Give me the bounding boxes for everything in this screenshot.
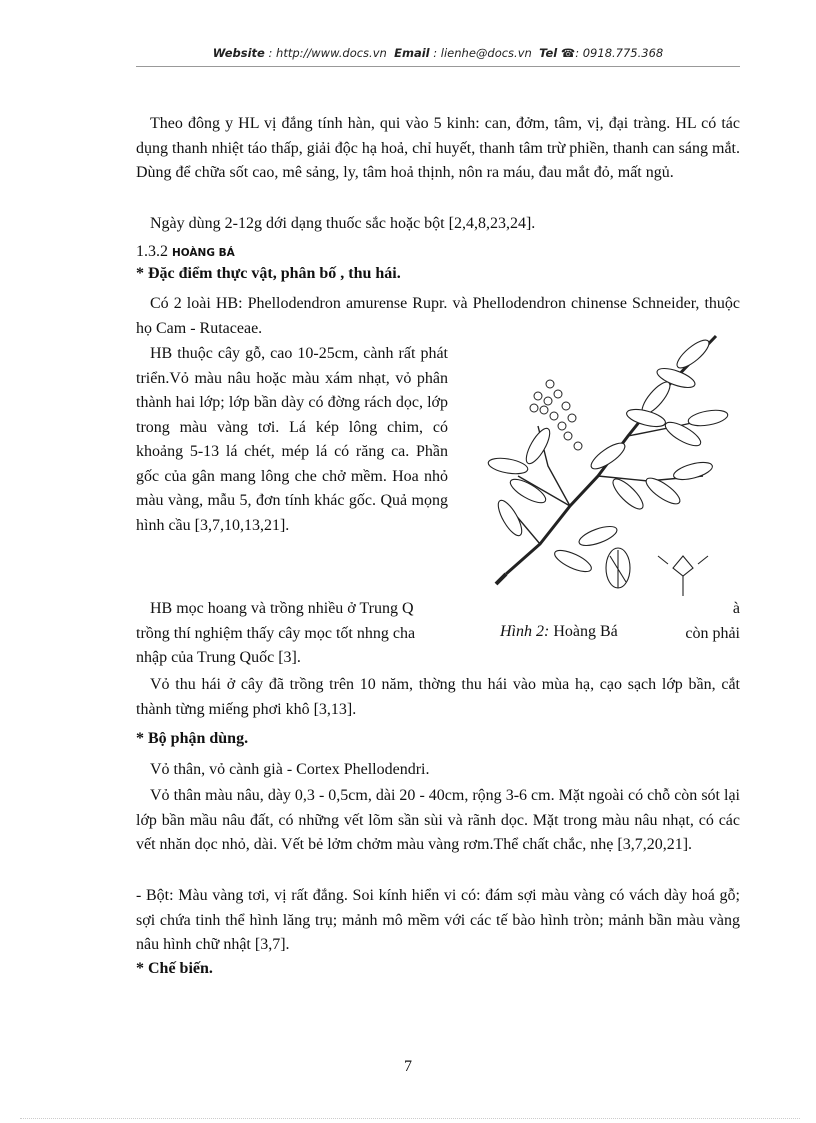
header-tel-label: Tel — [539, 46, 558, 60]
header-divider — [136, 66, 740, 67]
header-tel-value: ☎: 0918.775.368 — [560, 46, 664, 60]
figure-caption — [500, 623, 618, 641]
paragraph-8: Vỏ thân màu nâu, dày 0,3 - 0,5cm, dài 20 - 40cm, rộng 3-6 cm. Mặt ngoài có chỗ còn sót lại lớp bần mầu nâu đất, có những vết lõm sần sùi và rãnh dọc. Mặt trong màu nâu nhạt, có các vết nhăn dọc nhỏ, dài. Vết bẻ lởm chởm màu vàng rơm.Thể chất chắc, nhẹ [3,7,20,21]. — [136, 787, 740, 853]
plant-illustration — [478, 306, 740, 606]
heading-processing: * Chế biến. — [136, 960, 213, 977]
figure-caption-text: Hoàng Bá — [553, 623, 618, 640]
paragraph-5-line-1-end: à — [732, 600, 740, 617]
paragraph-4: HB thuộc cây gỗ, cao 10-25cm, cành rất phát triển.Vỏ màu nâu hoặc màu xám nhạt, vỏ phân thành hai lớp; lớp bần dày có đờng rách dọc, lớp trong màu vàng tơi. Lá kép lông chim, có khoảng 5-13 lá chét, mép lá có răng ca. Phần gốc của gân mang lông che chở mềm. Hoa nhỏ màu vàng, mẫu 5, đơn tính khác gốc. Quả mọng hình cầu [3,7,10,13,21]. — [136, 345, 448, 534]
paragraph-3: Có 2 loài HB: Phellodendron amurense Rupr. và Phellodendron chinense Schneider, thuộc họ Cam - Rutaceae. — [136, 295, 740, 337]
paragraph-6: Vỏ thu hái ở cây đã trồng trên 10 năm, thờng thu hái vào mùa hạ, cạo sạch lớp bần, cắt thành từng miếng phơi khô [3,13]. — [136, 676, 740, 718]
paragraph-5-line-1: HB mọc hoang và trồng nhiều ở Trung Q — [150, 600, 414, 617]
footer-dotted-line — [20, 1118, 800, 1119]
header-email-value[interactable]: : lienhe@docs.vn — [433, 46, 532, 60]
section-heading — [136, 240, 235, 266]
header-website-url[interactable]: : http://www.docs.vn — [268, 46, 387, 60]
paragraph-5-line-2: trồng thí nghiệm thấy cây mọc tốt nhng cha — [136, 624, 416, 642]
heading-characteristics: * Đặc điểm thực vật, phân bố , thu hái. — [136, 265, 401, 282]
flower-details — [606, 548, 708, 596]
paragraph-9: - Bột: Màu vàng tơi, vị rất đắng. Soi kính hiển vi có: đám sợi màu vàng có vách dày hoá gỗ; sợi chứa tinh thể hình lăng trụ; mảnh mô mềm với các tế bào hình tròn; mảnh bần màu vàng nâu hình chữ nhật [3,7]. — [136, 887, 740, 953]
figure-caption-prefix: Hình 2: — [500, 623, 550, 640]
header-website-label: Website — [212, 46, 265, 60]
paragraph-7: Vỏ thân, vỏ cành già - Cortex Phellodendri. — [150, 761, 430, 778]
hoang-ba-drawing — [478, 306, 740, 606]
paragraph-5 — [136, 597, 740, 671]
paragraph-5-line-3: nhập của Trung Quốc [3]. — [136, 649, 301, 666]
page-number: 7 — [404, 1058, 412, 1075]
paragraph-1: Theo đông y HL vị đắng tính hàn, qui vào 5 kinh: can, đởm, tâm, vị, đại tràng. HL có tác dụng thanh nhiệt táo thấp, giải độc hạ hoả, chỉ huyết, thanh tâm trừ phiền, thanh can sáng mắt. Dùng để chữa sốt cao, mê sảng, ly, tâm hoả thịnh, nôn ra máu, đau mắt đỏ, mất ngủ. — [136, 115, 740, 181]
section-number: 1.3.2 — [136, 243, 168, 260]
section-title: HOÀNG BÁ — [172, 247, 235, 259]
heading-parts-used: * Bộ phận dùng. — [136, 730, 249, 747]
header-email-label: Email — [394, 46, 430, 60]
paragraph-2: Ngày dùng 2-12g dới dạng thuốc sắc hoặc bột [2,4,8,23,24]. — [150, 215, 536, 232]
paragraph-5-line-2-end: còn phải — [685, 624, 740, 642]
page-header — [136, 46, 740, 60]
